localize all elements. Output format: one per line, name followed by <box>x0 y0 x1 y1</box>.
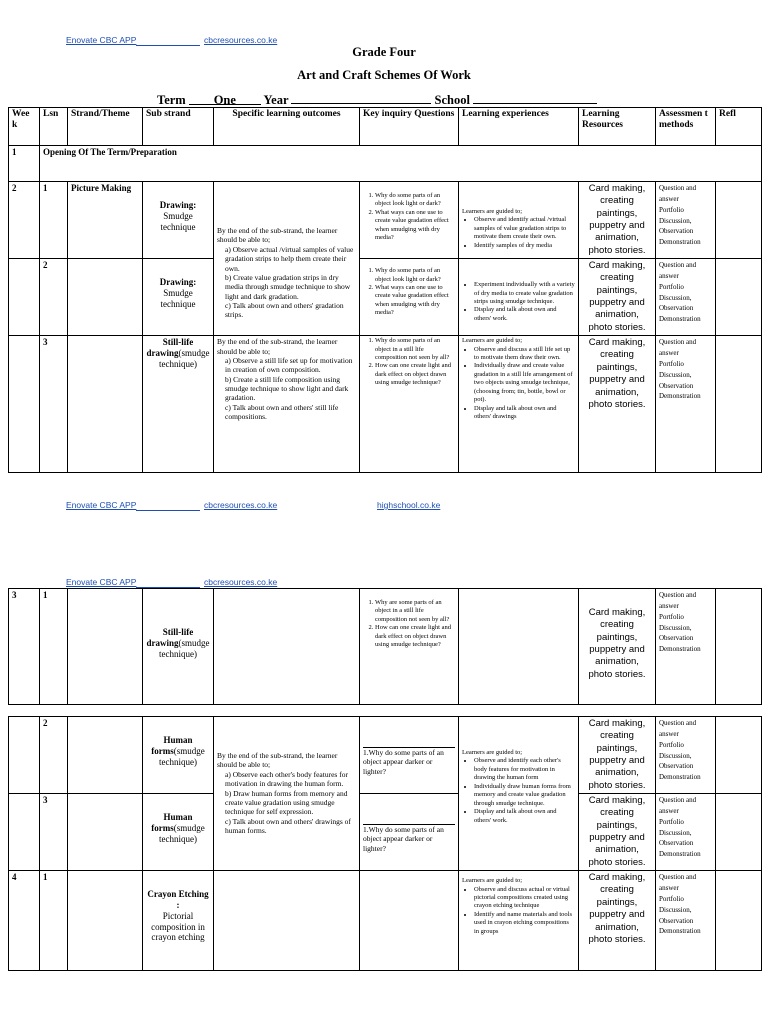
cell-strand: Picture Making <box>68 182 143 259</box>
cell-week: 1 <box>9 146 40 182</box>
cell-assessment: Question and answer Portfolio Discussion, Observation Demonstration <box>656 589 716 705</box>
cell-lsn: 1 <box>40 182 68 259</box>
highschool-link[interactable]: highschool.co.ke <box>377 500 441 510</box>
scheme-table-1 <box>8 107 762 473</box>
term-value: One <box>189 93 261 105</box>
col-reflection: Refl <box>716 108 762 146</box>
cell-experiences: Learners are guided to; • Observe and identify actual /virtual samples of value gradation strips to motivate them create their own. • Identify samples of dry media <box>459 182 579 259</box>
cell-reflection <box>716 336 762 473</box>
cell-experiences: • Experiment individually with a variety of dry media to create value gradation strips using smudge technique. • Display and talk about own and others' work. <box>459 259 579 336</box>
cell-lsn: 2 <box>40 259 68 336</box>
cell-resources: Card making, creating paintings, puppetry and animation, photo stories. <box>579 259 656 336</box>
col-resources: Learning Resources <box>579 108 656 146</box>
cell-substrand: Drawing: Smudge technique <box>143 259 214 336</box>
scheme-table-3 <box>8 716 762 971</box>
cell-strand <box>68 717 143 794</box>
cell-kiq: 1. Why do some parts of an object look light or dark? 2. What ways can one use to create value gradation effect when smudging with dry media? <box>360 182 459 259</box>
table-row <box>9 182 762 259</box>
cell-experiences <box>459 589 579 705</box>
cell-kiq <box>360 871 459 971</box>
cell-lsn: 3 <box>40 794 68 871</box>
cbcresources-link[interactable]: cbcresources.co.ke <box>204 577 278 587</box>
cell-substrand: Drawing: Smudge technique <box>143 182 214 259</box>
cell-assessment: Question and answer Portfolio Discussion, Observation Demonstration <box>656 794 716 871</box>
cell-substrand: Still-life drawing(smudge technique) <box>143 589 214 705</box>
opening-text: Opening Of The Term/Preparation <box>40 146 762 182</box>
cell-strand <box>68 794 143 871</box>
col-strand: Strand/Theme <box>68 108 143 146</box>
col-experiences: Learning experiences <box>459 108 579 146</box>
cell-experiences: Learners are guided to; • Observe and identify each other's body features for motivation in drawing the human form • Individually draw human forms from memory and create value gradation through smudge technique. • Display and talk about own and others' work. <box>459 717 579 871</box>
cell-reflection <box>716 259 762 336</box>
cell-lsn: 3 <box>40 336 68 473</box>
cell-strand <box>68 589 143 705</box>
table-row <box>9 589 762 705</box>
cell-strand <box>68 871 143 971</box>
cell-strand <box>68 336 143 473</box>
cell-resources: Card making, creating paintings, puppetry and animation, photo stories. <box>579 182 656 259</box>
cell-kiq: 1.Why do some parts of an object appear darker or lighter? <box>360 717 459 794</box>
cell-week <box>9 336 40 473</box>
doc-title: Art and Craft Schemes Of Work <box>297 68 471 82</box>
cell-reflection <box>716 182 762 259</box>
cell-resources: Card making, creating paintings, puppetry and animation, photo stories. <box>579 871 656 971</box>
cell-week <box>9 717 40 794</box>
table-row <box>9 794 762 871</box>
cell-week <box>9 259 40 336</box>
col-kiq: Key inquiry Questions <box>360 108 459 146</box>
cell-outcomes: By the end of the sub-strand, the learner should be able to; a) Observe a still life set up for motivation in creation of own composition. b) Create a still life composition using smudge technique to show light and dark gradation. c) Talk about own and others' still life compositions. <box>214 336 360 473</box>
opening-row <box>9 146 762 182</box>
cell-week: 2 <box>9 182 40 259</box>
cell-kiq: 1. Why are some parts of an object in a still life composition not seen by all? 2. How can one create light and dark effect on object drawn using smudge technique? <box>360 589 459 705</box>
cell-outcomes: By the end of the sub-strand, the learner should be able to; a) Observe actual /virtual samples of value gradation strips to help them create their own. b) Create value gradation strips in dry media through smudge technique to show light and dark gradation. c) Talk about own and others' gradation strips. <box>214 182 360 336</box>
cell-resources: Card making, creating paintings, puppetry and animation, photo stories. <box>579 589 656 705</box>
year-label: Year <box>263 93 289 107</box>
cell-week <box>9 794 40 871</box>
grade-title: Grade Four <box>352 45 416 59</box>
cell-lsn: 1 <box>40 589 68 705</box>
cell-reflection <box>716 717 762 794</box>
cell-resources: Card making, creating paintings, puppetry and animation, photo stories. <box>579 794 656 871</box>
cell-substrand: Human forms(smudge technique) <box>143 794 214 871</box>
cell-strand <box>68 259 143 336</box>
cell-lsn: 1 <box>40 871 68 971</box>
cell-resources: Card making, creating paintings, puppetry and animation, photo stories. <box>579 717 656 794</box>
term-label: Term <box>157 93 186 107</box>
cell-week: 4 <box>9 871 40 971</box>
cell-kiq: 1.Why do some parts of an object appear darker or lighter? <box>360 794 459 871</box>
cell-week: 3 <box>9 589 40 705</box>
cell-resources: Card making, creating paintings, puppetry and animation, photo stories. <box>579 336 656 473</box>
cell-outcomes <box>214 589 360 705</box>
scheme-table-2 <box>8 588 762 705</box>
header-row <box>9 108 762 146</box>
cell-outcomes: By the end of the sub-strand, the learner should be able to; a) Observe each other's body features for motivation in drawing the human form. b) Draw human forms from memory and create value gradation using smudge technique for self expression. c) Talk about own and others' drawings of human forms. <box>214 717 360 871</box>
cell-kiq: 1. Why do some parts of an object in a still life composition not seen by all? 2. How can one create light and dark effect on object drawn using smudge technique? <box>360 336 459 473</box>
cell-reflection <box>716 589 762 705</box>
cell-substrand: Crayon Etching : Pictorial composition in crayon etching <box>143 871 214 971</box>
cell-experiences: Learners are guided to; • Observe and discuss actual or virtual pictorial compositions created using crayon etching technique • Identify and name materials and tools used in crayon etching compositions in groups <box>459 871 579 971</box>
cell-outcomes <box>214 871 360 971</box>
cbcresources-link[interactable]: cbcresources.co.ke <box>204 35 278 45</box>
cell-assessment: Question and answer Portfolio Discussion, Observation Demonstration <box>656 717 716 794</box>
col-lsn: Lsn <box>40 108 68 146</box>
cell-assessment: Question and answer Portfolio Discussion, Observation Demonstration <box>656 259 716 336</box>
cell-assessment: Question and answer Portfolio Discussion, Observation Demonstration <box>656 182 716 259</box>
cell-substrand: Still-life drawing(smudge technique) <box>143 336 214 473</box>
cell-assessment: Question and answer Portfolio Discussion, Observation Demonstration <box>656 871 716 971</box>
cell-kiq: 1. Why do some parts of an object look light or dark? 2. What ways can one use to create value gradation effect when smudging with dry media? <box>360 259 459 336</box>
cell-assessment: Question and answer Portfolio Discussion, Observation Demonstration <box>656 336 716 473</box>
cell-substrand: Human forms(smudge technique) <box>143 717 214 794</box>
enovate-link[interactable]: Enovate CBC APP <box>66 500 137 510</box>
col-substrand: Sub strand <box>143 108 214 146</box>
enovate-link[interactable]: Enovate CBC APP <box>66 577 137 587</box>
school-label: School <box>434 93 470 107</box>
enovate-link[interactable]: Enovate CBC APP <box>66 35 137 45</box>
cbcresources-link[interactable]: cbcresources.co.ke <box>204 500 278 510</box>
table-row <box>9 871 762 971</box>
cell-reflection <box>716 794 762 871</box>
table-row <box>9 717 762 794</box>
cell-reflection <box>716 871 762 971</box>
table-row <box>9 259 762 336</box>
table-row <box>9 336 762 473</box>
col-outcomes: Specific learning outcomes <box>214 108 360 146</box>
cell-experiences: Learners are guided to; • Observe and discuss a still life set up to motivate them draw their own. • Individually draw and create value gradation in a still life arrangement of two objects using smudge technique, (choosing from; tin, bottle, bowl or pot). • Display and talk about own and others' drawings <box>459 336 579 473</box>
col-week: Wee k <box>9 108 40 146</box>
term-line <box>157 92 597 108</box>
col-assessment: Assessmen t methods <box>656 108 716 146</box>
cell-lsn: 2 <box>40 717 68 794</box>
